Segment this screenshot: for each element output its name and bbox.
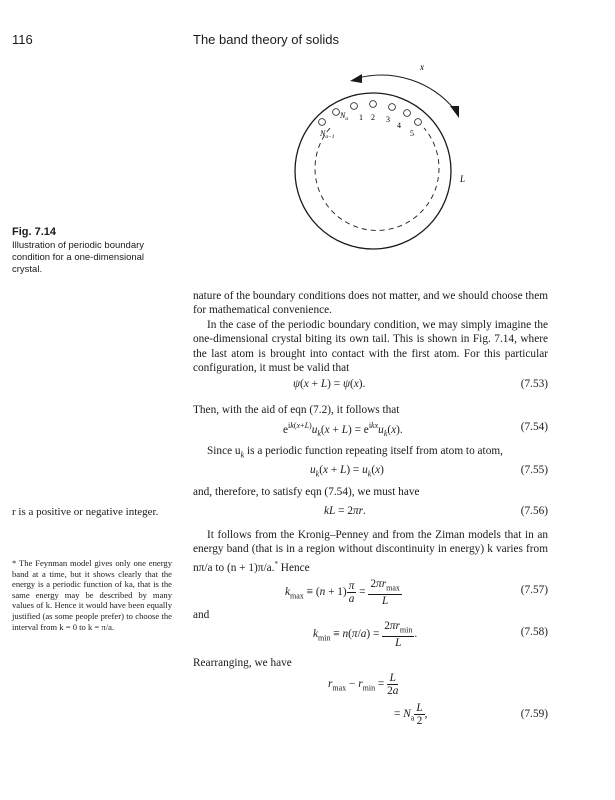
equation-7-57: $k_{max} \equiv (n + 1)$ $\frac{\pi}{a}$ = $\frac{2\pi r_{max}}{L}$ (7.57) — [285, 578, 548, 608]
equation-number: (7.57) — [520, 584, 548, 596]
equation-number: (7.59) — [520, 708, 548, 720]
atom-number-label: 1 — [359, 113, 363, 122]
paragraph: and — [193, 609, 210, 621]
paragraph: Then, with the aid of eqn (7.2), it follows that — [193, 404, 400, 416]
equation-7-53: ψ(x + L) = ψ(x). (7.53) — [293, 378, 548, 390]
paragraph: and, therefore, to satisfy eqn (7.54), we must have — [193, 486, 420, 498]
paragraph: nature of the boundary conditions does not matter, and we should choose them for mathematical convenience. — [193, 290, 549, 317]
paragraph: In the case of the periodic boundary condition, we may simply imagine the one-dimensional crystal biting its own tail. This is shown in Fig. 7.14, where the last atom is brought into contact with the first atom. For this particular configuration, it must be valid that — [193, 319, 548, 375]
atom-n-minus-1 — [319, 119, 326, 126]
equation-7-54: $e^{ik(x+L)}u_k(x + L) = e^{ikx}u_k(x)$. (7.54) — [283, 421, 548, 439]
margin-note: r is a positive or negative integer. — [12, 506, 159, 518]
equation-number: (7.56) — [520, 505, 548, 517]
arrowhead-left — [350, 74, 362, 83]
atom-na — [333, 109, 340, 116]
footnote: * The Feynman model gives only one energy band at a time, but it shows clearly that the energy is a periodic function of ka, that is the same energy may be described by many values of k. Hence it would have been equally justified (as some people prefer) to choose the interval from k = 0 to k = π/a. — [12, 558, 172, 632]
paragraph: Since $u_k$ is a periodic function repeating itself from atom to atom, — [207, 445, 503, 460]
equation-number: (7.58) — [520, 626, 548, 638]
equation-7-58: $k_{min} \equiv n(\pi/a)$ = $\frac{2\pi r_{min}}{L}$ . (7.58) — [313, 620, 548, 650]
running-title: The band theory of solids — [193, 32, 339, 47]
paragraph: Rearranging, we have — [193, 657, 292, 669]
equation-7-56: kL = 2πr. (7.56) — [324, 505, 548, 517]
atom-number-label: 3 — [386, 115, 390, 124]
figure-caption — [12, 226, 162, 276]
figure-label: Fig. 7.14 — [12, 226, 57, 238]
L-label: L — [460, 174, 466, 184]
atom-number-label: 2 — [371, 113, 375, 122]
atom-4 — [404, 110, 411, 117]
atom-1 — [351, 103, 358, 110]
paragraph: It follows from the Kronig–Penney and from the Ziman models that in an energy band (that is in a region without discontinuity in energy) k varies from nπ/a to (n + 1)π/a.* Hence — [193, 529, 548, 574]
atom-5 — [415, 119, 422, 126]
equation-7-55: $u_k(x + L) = u_k(x)$ (7.55) — [310, 464, 548, 479]
equation-number: (7.54) — [520, 421, 548, 433]
atom-number-label: 5 — [410, 129, 414, 138]
equation-7-59-line1: $r_{max} - r_{min}$ = $\frac{L}{2a}$ — [328, 672, 399, 697]
atom-label-n-minus-1: $N_{a-1}$ — [320, 129, 335, 140]
atom-number-label: 4 — [397, 121, 401, 130]
equation-7-59-line2: = $N_a$ $\frac{L}{2}$ , (7.59) — [394, 702, 548, 727]
atom-2 — [370, 101, 377, 108]
x-label: x — [420, 62, 424, 72]
atom-3 — [389, 104, 396, 111]
atom-label-na: $N_a$ — [340, 111, 349, 122]
page-number: 116 — [12, 32, 33, 47]
figure-ring-diagram — [270, 48, 490, 268]
equation-number: (7.55) — [520, 464, 548, 476]
figure-caption-text: Illustration of periodic boundary condition for a one-dimensional crystal. — [12, 240, 145, 275]
arrowhead-right — [450, 106, 459, 118]
equation-number: (7.53) — [520, 378, 548, 390]
inner-dashed-ring — [315, 128, 439, 230]
